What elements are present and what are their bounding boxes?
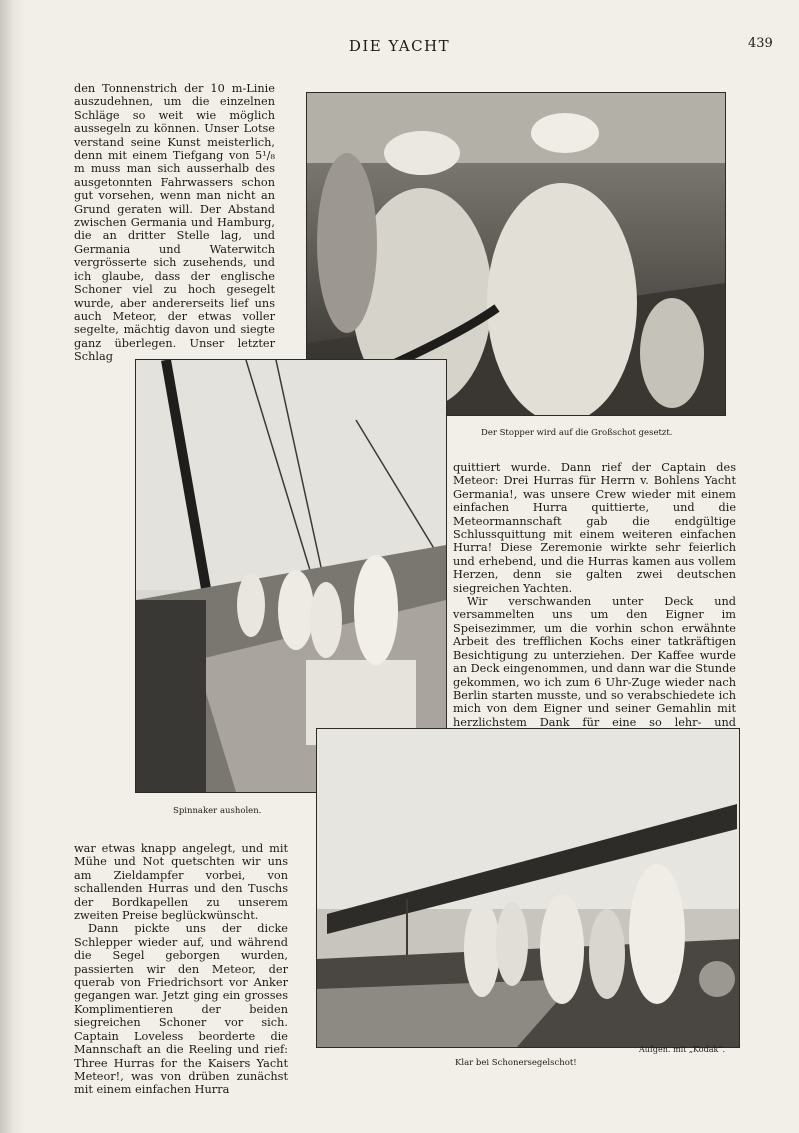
article-text-bottom-left (74, 842, 288, 1097)
paragraph: quittiert wurde. Dann rief der Captain des Meteor: Drei Hurras für Herrn v. Bohlens Yacht Germania!, was unsere Crew wieder mit einem einfachen Hurra quittierte, und die Meteormannschaft gab die endgültige Schlussquittung mit einem weiteren einfachen Hurra! Diese Zeremonie wirkte sehr feierlich und erhebend, und die Hurras kamen aus vollem Herzen, denn sie galten zwei deutschen siegreichen Yachten. (453, 461, 736, 595)
paragraph: Wir verschwanden unter Deck und versammelten uns um den Eigner im Speisezimmer, um die vorhin schon erwähnte Arbeit des trefflichen Kochs einer tatkräftigen Besichtigung zu unterziehen. Der Kaffee wurde an Deck eingenommen, und dann war die Stunde gekommen, wo ich zum 6 Uhr-Zuge wieder nach Berlin starten musste, und so verabschiedete ich mich von dem Eigner und seiner Gemahlin mit herzlichstem Dank für eine so lehr- und (453, 595, 736, 729)
paragraph: war etwas knapp angelegt, und mit Mühe und Not quetschten wir uns am Zieldampfer vorbei, von schallenden Hurras und den Tuschs der Bordkapellen zu unserem zweiten Preise beglückwünscht. (74, 842, 288, 923)
paragraph: Dann pickte uns der dicke Schlepper wieder auf, und während die Segel geborgen wurden, passierten wir den Meteor, der querab von Friedrichsort vor Anker gegangen war. Jetzt ging ein grosses Komplimentieren der beiden siegreichen Schoner vor sich. Captain Loveless beorderte die Mannschaft an die Reeling und rief: Three Hurras for the Kaisers Yacht Meteor!, was von drüben zunächst mit einem einfachen Hurra (74, 922, 288, 1097)
page-number: 439 (748, 36, 773, 51)
caption-photo1: Der Stopper wird auf die Großschot gesetzt. (481, 428, 673, 438)
paragraph: den Tonnenstrich der 10 m-Linie auszudehnen, um die einzelnen Schläge so weit wie möglich aussegeln zu können. Unser Lotse verstand seine Kunst meisterlich, denn mit einem Tiefgang von 5¹/₈ m muss man sich ausserhalb des ausgetonnten Fahrwassers schon gut vorsehen, wenn man nicht an Grund geraten will. Der Abstand zwischen Germania und Hamburg, die an dritter Stelle lag, und Germania und Waterwitch vergrösserte sich zusehends, und ich glaube, dass der englische Schoner viel zu hoch gesegelt wurde, aber andererseits lief uns auch Meteor, der etwas voller segelte, mächtig davon und siegte ganz überlegen. Unser letzter Schlag (74, 82, 275, 364)
caption-photo2: Spinnaker ausholen. (173, 806, 262, 816)
running-header-title: DIE YACHT (348, 37, 451, 55)
caption-photo3: Klar bei Schonersegelschot! (455, 1058, 577, 1068)
article-text-top-left (74, 82, 275, 364)
page-binding-shadow (0, 0, 24, 1133)
photo-schonersegelschot (316, 728, 740, 1048)
photo-credit: Aufgen. mit „Kodak“. (639, 1045, 725, 1054)
photo-schonersegelschot-image (317, 729, 739, 1047)
